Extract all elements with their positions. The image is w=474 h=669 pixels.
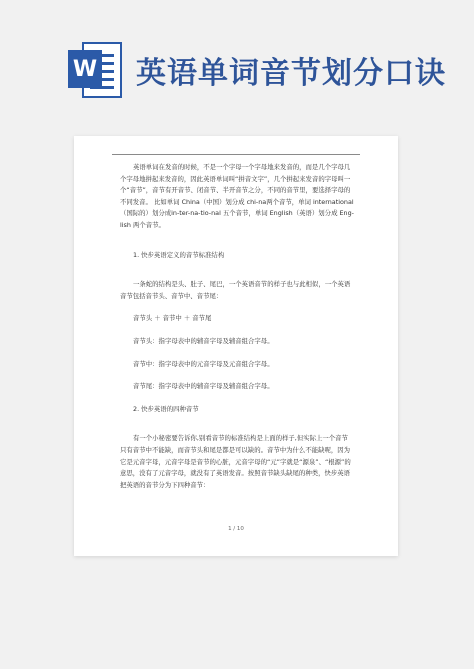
syllable-head-definition: 音节头：指字母表中的辅音字母及辅音组合字母。 [133,336,274,345]
section-heading-2: 2. 快步英语的四种音节 [133,404,199,413]
logo-letter: W [68,50,102,88]
syllable-tail-definition: 音节尾：指字母表中的辅音字母及辅音组合字母。 [133,382,274,391]
page-indicator: 1 / 10 [228,526,244,532]
intro-paragraph: 英语单词在发音的时候，不是一个字母一个字母地来发音的，而是几个字母几个字母地拼起来发音的，因此英语单词叫“拼音文字”，几个拼起来发音的字母叫一个“音节”，音节有开音节、闭音节、半开音节之分，不同的音节里，要选择字母的不同发音。 比如单词 China（中国）划分成 chi-na两个音节，单词 international（国际的）划分成in-ter-na-tio-nal 五个音节，单词 English（英语）划分成 Eng-lish 两个音节。 [120,163,354,229]
four-syllables-paragraph: 有一个小秘密要告诉你,别看音节的标准结构是上面的样子,但实际上一个音节只有音节中不能缺，而音节头和尾是都是可以缺的。音节中为什么不能缺呢，因为它是元音字母，元音字母是音节的心脏，元音字母的“元”字就是“源泉”、“根源”的意思，没有了元音字母，就没有了英语发音。按照音节缺头缺尾的种类，快步英语把英语的音节分为下四种音节： [120,434,351,489]
document-page [74,136,398,556]
structure-formula: 音节头 ＋ 音节中 ＋ 音节尾 [133,314,212,323]
structure-paragraph: 一条蛇的结构是头、肚子、尾巴，一个英语音节的样子也与此相似，一个英语音节包括音节头、音节中、音节尾： [120,280,351,300]
document-body [120,162,354,491]
section-heading-1: 1. 快步英语定义的音节标准结构 [133,250,225,259]
word-document-icon [64,38,124,102]
banner [0,0,474,128]
header-rule [112,154,360,155]
syllable-middle-definition: 音节中：指字母表中的元音字母及元音组合字母。 [133,359,274,368]
page-title: 英语单词音节划分口诀 [136,56,446,91]
